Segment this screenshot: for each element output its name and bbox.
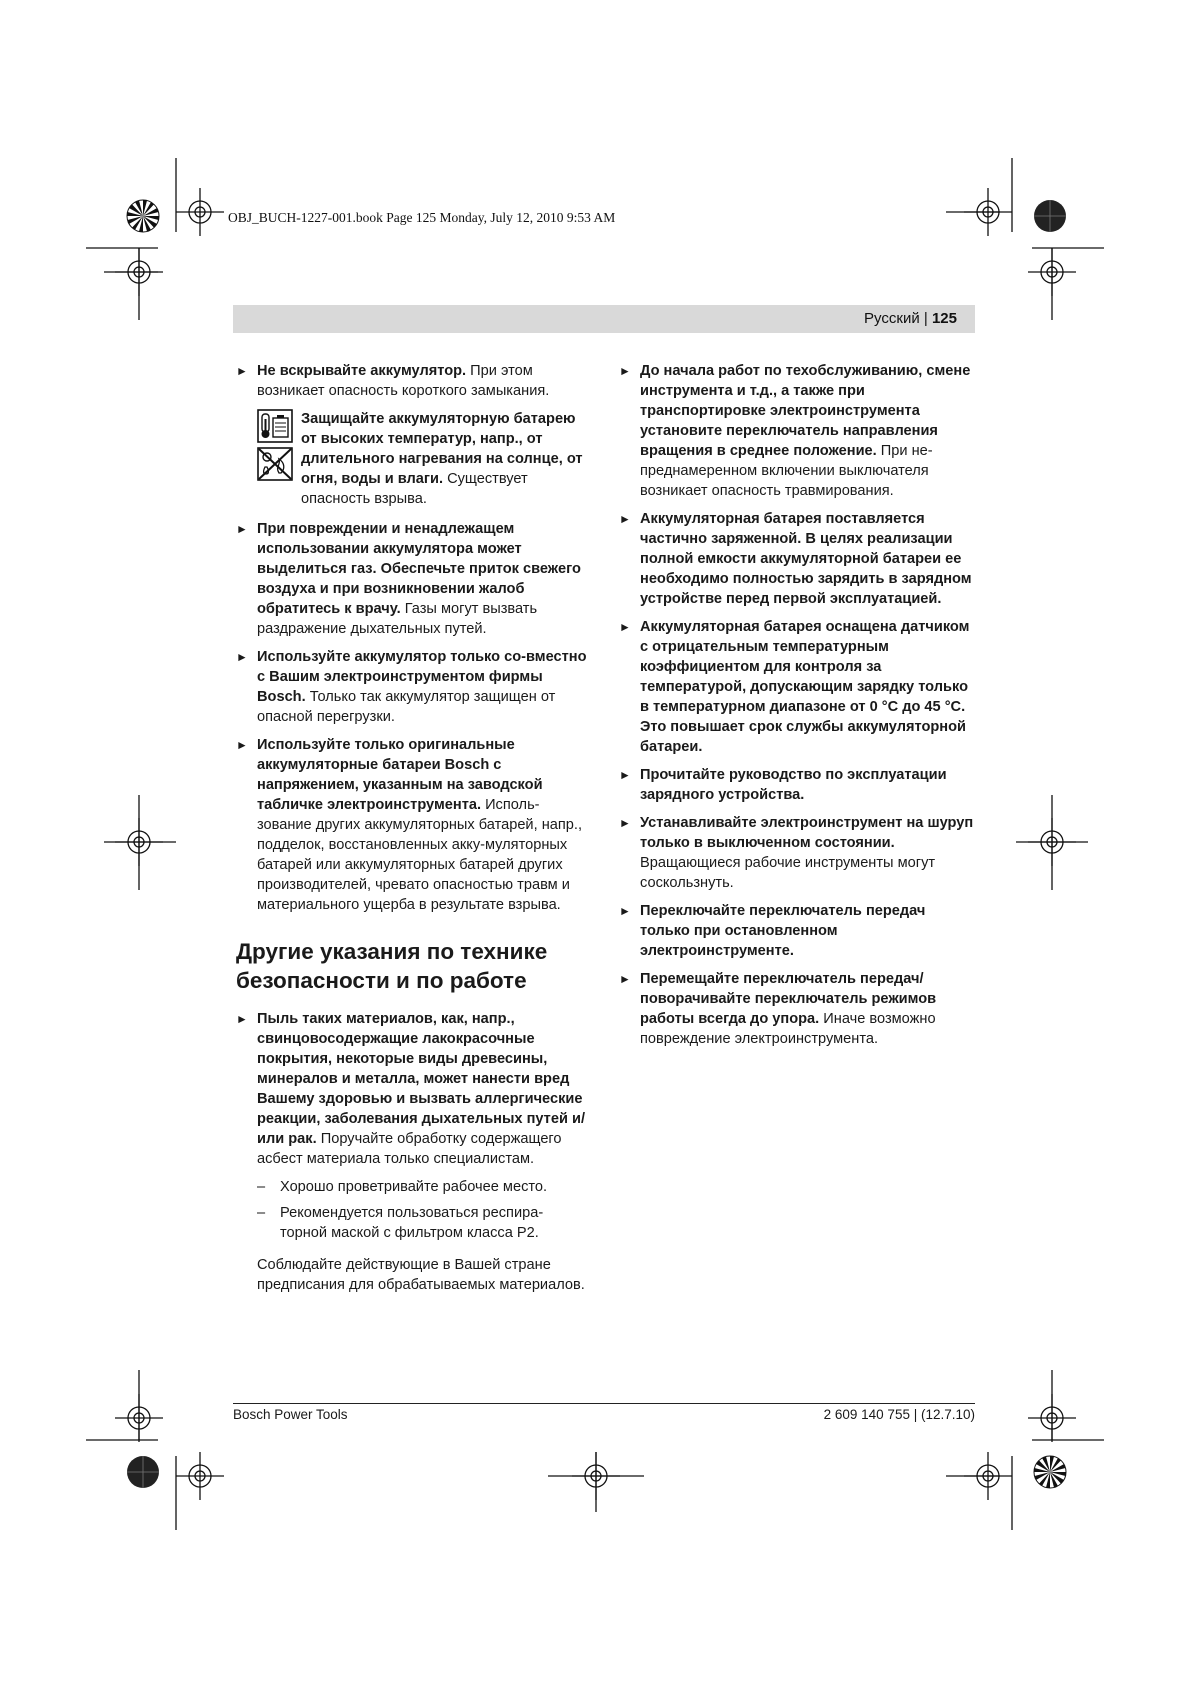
bullet-icon: ► [236,738,248,752]
footer-rule [233,1403,975,1404]
bullet-icon: ► [236,650,248,664]
list-item [236,735,588,915]
list-item [236,361,588,401]
item-bold: Не вскрывайте аккумулятор. [257,363,467,379]
item-text: Газы могут вызвать раздражение дыхательных путей. [257,601,538,637]
bullet-icon: ► [619,768,631,782]
header-separator: | [923,310,928,327]
bullet-icon: ► [619,620,631,634]
dash-item-text: Рекомендуется пользоваться респира-торной маской с фильтром класса P2. [280,1205,544,1241]
right-column [619,361,975,1057]
list-item [619,361,975,501]
dash-list-item [236,1203,588,1243]
item-text: Только так аккумулятор защищен от опасной перегрузки. [257,689,556,725]
warning-block [257,409,588,509]
item-text: Вращающиеся рабочие инструменты могут соскользнуть. [640,855,936,891]
item-bold: Перемещайте переключатель передач/поворачивайте переключатель режимов работы всегда до упора. [640,971,937,1027]
page-header [864,310,957,327]
dash-list-item [236,1177,588,1197]
item-bold: Используйте только оригинальные аккумуляторные батареи Bosch с напряжением, указанным на заводской табличке электроинструмента. [257,737,543,813]
closing-paragraph: Соблюдайте действующие в Вашей стране предписания для обрабатываемых материалов. [257,1257,585,1293]
list-item [236,519,588,639]
left-column [236,361,588,1295]
bullet-icon: ► [619,904,631,918]
footer-brand: Bosch Power Tools [233,1407,348,1422]
item-text: Исполь-зование других аккумуляторных батарей, напр., подделок, восстановленных акку-муляторных батарей или аккумуляторных батарей других производителей, чревато опасностью травм и материального ущерба в результате взрыва. [257,797,583,913]
item-text: Поручайте обработку содержащего асбест материала только специалистам. [257,1131,562,1167]
header-language: Русский [864,310,920,327]
no-heat-sun-fire-water-icon [257,447,293,481]
item-bold: Переключайте переключатель передач только при остановленном электроинструменте. [640,903,926,959]
bullet-icon: ► [236,522,248,536]
print-slug: OBJ_BUCH-1227-001.book Page 125 Monday, July 12, 2010 9:53 AM [228,210,616,225]
item-bold: Аккумуляторная батарея оснащена датчиком с отрицательным температурным коэффициентом для контроля за температурой, допускающим зарядку только в температурном диапазоне от 0 °C до 45 °C. Это повышает срок службы аккумуляторной батареи. [640,619,970,755]
page-header-bar [233,305,975,333]
list-item [236,647,588,727]
dash-item-text: Хорошо проветривайте рабочее место. [280,1179,548,1195]
item-bold: Аккумуляторная батарея поставляется частично заряженной. В целях реализации полной емкости аккумуляторной батареи ее необходимо полностью зарядить в зарядном устройстве перед первой эксплуатацией. [640,511,972,607]
list-item [619,813,975,893]
bullet-icon: ► [619,364,631,378]
bullet-icon: ► [619,972,631,986]
footer-docnumber: 2 609 140 755 | (12.7.10) [823,1407,975,1422]
dash-symbol: – [257,1205,266,1221]
warning-icons [257,409,293,509]
warning-bold: Защищайте аккумуляторную батарею от высоких температур, напр., от длительного нагревания на солнце, от огня, воды и влаги. [301,411,583,487]
bullet-icon: ► [619,816,631,830]
list-item [236,1009,588,1169]
bullet-icon: ► [236,364,248,378]
list-item [619,509,975,609]
item-bold: Устанавливайте электроинструмент на шуруп только в выключенном состоянии. [640,815,974,851]
item-bold: При повреждении и ненадлежащем использовании аккумулятора может выделиться газ. Обеспечьте приток свежего воздуха и при возникновении жалоб обратитесь к врачу. [257,521,581,617]
warning-normal: Существует опасность взрыва. [301,471,528,507]
bullet-icon: ► [236,1012,248,1026]
list-item [619,617,975,757]
list-item [619,969,975,1049]
list-item [619,901,975,961]
dash-symbol: – [257,1179,266,1195]
item-bold: Пыль таких материалов, как, напр., свинцовосодержащие лакокрасочные покрытия, некоторые виды древесины, минералов и металла, может нанести вред Вашему здоровью и вызвать аллергические реакции, заболевания дыхательных путей и/или рак. [257,1011,586,1147]
item-bold: До начала работ по техобслуживанию, смене инструмента и т.д., а также при транспортировке электроинструмента установите переключатель направления вращения в среднее положение. [640,363,971,459]
item-bold: Используйте аккумулятор только со-вместно с Вашим электроинструментом фирмы Bosch. [257,649,587,705]
item-text: При этом возникает опасность короткого замыкания. [257,363,550,399]
bullet-icon: ► [619,512,631,526]
item-text: При не-преднамеренном включении выключателя возникает опасность травмирования. [640,443,933,499]
section-title: Другие указания по технике безопасности и по работе [236,939,548,993]
warning-text [301,409,588,509]
thermometer-battery-icon [257,409,293,443]
item-bold: Прочитайте руководство по эксплуатации зарядного устройства. [640,767,947,803]
page-number: 125 [931,310,957,327]
list-item [619,765,975,805]
item-text: Иначе возможно повреждение электроинструмента. [640,1011,936,1047]
